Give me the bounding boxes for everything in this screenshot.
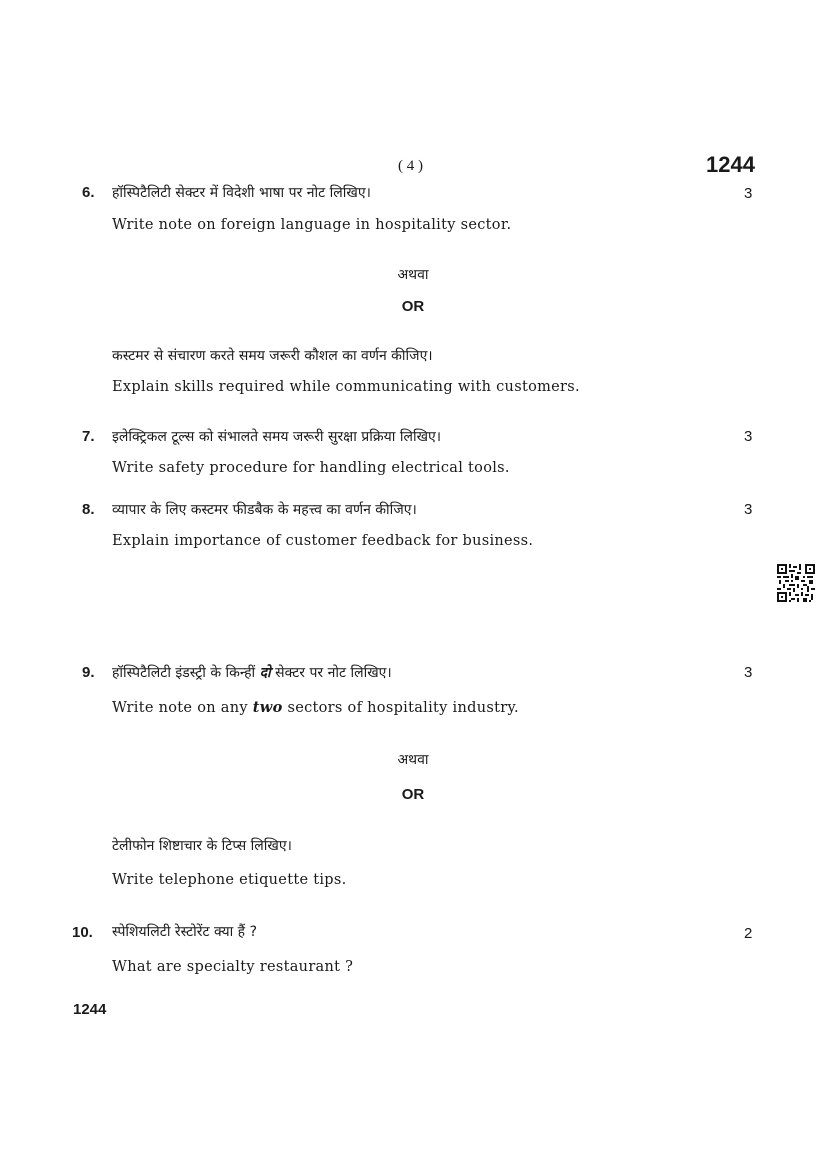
question-hindi-emphasis: दो: [259, 665, 271, 681]
question-number: 8.: [82, 501, 95, 518]
question-english-part: Write note on any: [112, 700, 253, 716]
or-english: OR: [401, 298, 425, 315]
question-hindi: स्पेशियलिटी रेस्टोरेंट क्या हैं ?: [112, 924, 258, 940]
question-marks: 3: [744, 428, 753, 445]
or-hindi: अथवा: [397, 267, 429, 283]
question-hindi-part: हॉस्पिटैलिटी इंडस्ट्री के किन्हीं: [112, 665, 260, 681]
question-number: 10.: [72, 924, 93, 941]
alt-question-english: Explain skills required while communicating with customers.: [112, 379, 580, 395]
question-number: 7.: [82, 428, 95, 445]
question-english: What are specialty restaurant ?: [112, 959, 354, 975]
question-marks: 2: [744, 925, 753, 942]
question-english: Write note on foreign language in hospitality sector.: [112, 217, 512, 233]
question-marks: 3: [744, 185, 753, 202]
alt-question-hindi: टेलीफोन शिष्टाचार के टिप्स लिखिए।: [112, 838, 292, 854]
question-english: [112, 699, 519, 716]
question-hindi: व्यापार के लिए कस्टमर फीडबैक के महत्त्व का वर्णन कीजिए।: [112, 502, 417, 518]
alt-question-english: Write telephone etiquette tips.: [112, 872, 347, 888]
question-number: 9.: [82, 664, 95, 681]
question-hindi: [112, 663, 392, 682]
question-english: Explain importance of customer feedback for business.: [112, 533, 534, 549]
question-english: Write safety procedure for handling electrical tools.: [112, 460, 510, 476]
question-hindi: इलेक्ट्रिकल टूल्स को संभालते समय जरूरी सुरक्षा प्रक्रिया लिखिए।: [112, 429, 442, 445]
qr-code: [777, 564, 815, 602]
alt-question-hindi: कस्टमर से संचारण करते समय जरूरी कौशल का वर्णन कीजिए।: [112, 348, 433, 364]
or-hindi: अथवा: [397, 752, 429, 768]
question-hindi: हॉस्पिटैलिटी सेक्टर में विदेशी भाषा पर नोट लिखिए।: [112, 185, 371, 201]
question-marks: 3: [744, 664, 753, 681]
page-number: ( 4 ): [398, 158, 423, 174]
paper-code-footer: 1244: [73, 1001, 107, 1018]
question-marks: 3: [744, 501, 753, 518]
paper-code-header: 1244: [706, 152, 755, 177]
question-english-part: sectors of hospitality industry.: [282, 700, 519, 716]
question-number: 6.: [82, 184, 95, 201]
or-english: OR: [401, 786, 425, 803]
question-english-emphasis: two: [252, 699, 283, 716]
question-hindi-part: सेक्टर पर नोट लिखिए।: [270, 665, 392, 681]
